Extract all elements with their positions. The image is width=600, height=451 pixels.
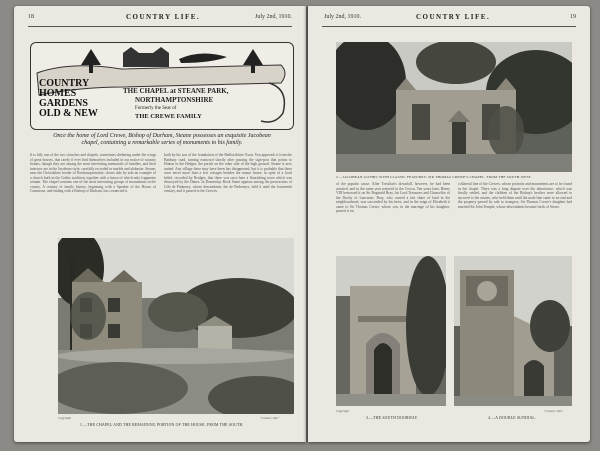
left-body-column-2: built by his son of the foundation of the Bedfordshire Oxon. You approach it from the Banbury road, turning eastward shortly after passing the sign-post that points to Hinton in the Hedges, the parish on the other side of the high ground. Steane is now united. Any village there may have been has disappeared, but it is probable that there were never more than a few cottages besides the manor house, in spite of a local belief, recorded by Bridges, that there was once here a flourishing town which was destroyed by the Danes. In Domesday Book Stane appears among the possessions of Gilo de Pinkeney, whose descendants, the de Pinkeneys, held it until the fourteenth century, and it passed to the Crewes.: [164, 153, 292, 193]
heading-family: THE CREWE FAMILY: [135, 113, 202, 120]
left-masthead: COUNTRY LIFE.: [126, 13, 201, 21]
photo-gothic-chapel-illustration: [336, 42, 572, 172]
left-page-number: 18: [28, 14, 34, 20]
left-header-rule: [28, 26, 292, 27]
left-photo-caption: 1.—THE CHAPEL AND THE REMAINING PORTION OF THE HOUSE, FROM THE SOUTH.: [80, 423, 244, 427]
photo-chapel-from-south: [58, 238, 294, 414]
photo-doorway-illustration: [336, 256, 446, 406]
photo-south-doorway: [336, 256, 446, 406]
left-date: July 2nd, 1910.: [254, 14, 292, 20]
photo-sundial-illustration: [454, 256, 572, 406]
photo-chapel-south-west: [336, 42, 572, 172]
left-photo-credit-right: "Country Life.": [260, 416, 280, 420]
heading-subject: THE CHAPEL at STEANE PARK,: [123, 87, 229, 95]
right-photo-credit-right: "Country Life.": [544, 409, 564, 413]
photo-chapel-illustration: [58, 238, 294, 414]
intro-paragraph: Once the home of Lord Crewe, Bishop of Durham, Steane possesses an exquisite Jacobean chapel, containing a remarkable series of monuments to his family.: [53, 133, 271, 147]
photo-double-sundial: [454, 256, 572, 406]
right-body-column-2: collateral line of the Crewes, whose portraits and monuments are to be found in the chapel. There was a long dispute over the inheritance, which was finally settled, and the children of the Bishop's brother were allowed to succeed to the estates, who held them until the male line came to an end and the property passed by sale to strangers; Sir Thomas Crewe's daughter had married Sir John Temple, whose descendants became lords of Stowe.: [458, 182, 572, 209]
right-page: [308, 6, 590, 442]
left-photo-credit: Copyright: [58, 416, 71, 420]
heading-gardens: GARDENS: [39, 98, 88, 109]
right-top-caption: 2.—JACOBEAN GOTHIC WITH CLASSIC FEATURES: SIR THOMAS CREWE'S CHAPEL, FROM THE SOUTH-WEST.: [336, 175, 532, 179]
heading-formerly: Formerly the Seat of: [135, 106, 177, 111]
right-date: July 2nd, 1910.: [324, 14, 362, 20]
magazine-spread: [8, 6, 592, 446]
heading-country: COUNTRY: [39, 78, 90, 89]
bottom-left-caption: 3.—THE SOUTH DOORWAY.: [366, 416, 419, 420]
bottom-right-caption: 4.—A DOUBLE SUNDIAL.: [488, 416, 537, 420]
right-header-rule: [322, 26, 576, 27]
left-body-column-1: It is fitly one of the two churches and chapels, sometimes sheltering under the wings of great houses, that rarely if ever find themselves included in our notice of country homes, though they are among the most interesting memorials of families, and their interiors are in the Jacobean style, carefully recorded in marble and alabaster. Steane, near the Oxfordshire border of Northamptonshire, shows side by side an example of a church built in the Gothic tradition, together with a house of which only fragments remain. The chapel contains one of the most interesting groups of monuments in the county. A century of family history, beginning with a Speaker of the House of Commons, and ending with a Bishop of Durham, has connected it.: [30, 153, 156, 193]
right-photo-credit-left: Copyright: [336, 409, 349, 413]
left-page: [14, 6, 306, 442]
title-cartouche: [30, 42, 294, 130]
right-page-number: 19: [570, 14, 576, 20]
right-masthead: COUNTRY LIFE.: [416, 13, 491, 21]
heading-old-new: OLD & NEW: [39, 108, 98, 119]
heading-county: NORTHAMPTONSHIRE: [135, 96, 214, 104]
heading-homes: HOMES: [39, 88, 77, 99]
right-body-column-1: of the popular cause. After Tresilian's downfall, however, he had been arrested, and in the same year restored to the Crown. Ten years later, Henry VIII bestowed it on Sir Reginald Bray, his Lord Treasurer and Chancellor of the Duchy of Lancaster. Bray, who owned a fair share of land in the neighbourhood, was succeeded by his heirs, and in the reign of Elizabeth it came to Sir Thomas Crewe, whose son, in the marriage of his daughter, passed it on.: [336, 182, 450, 213]
